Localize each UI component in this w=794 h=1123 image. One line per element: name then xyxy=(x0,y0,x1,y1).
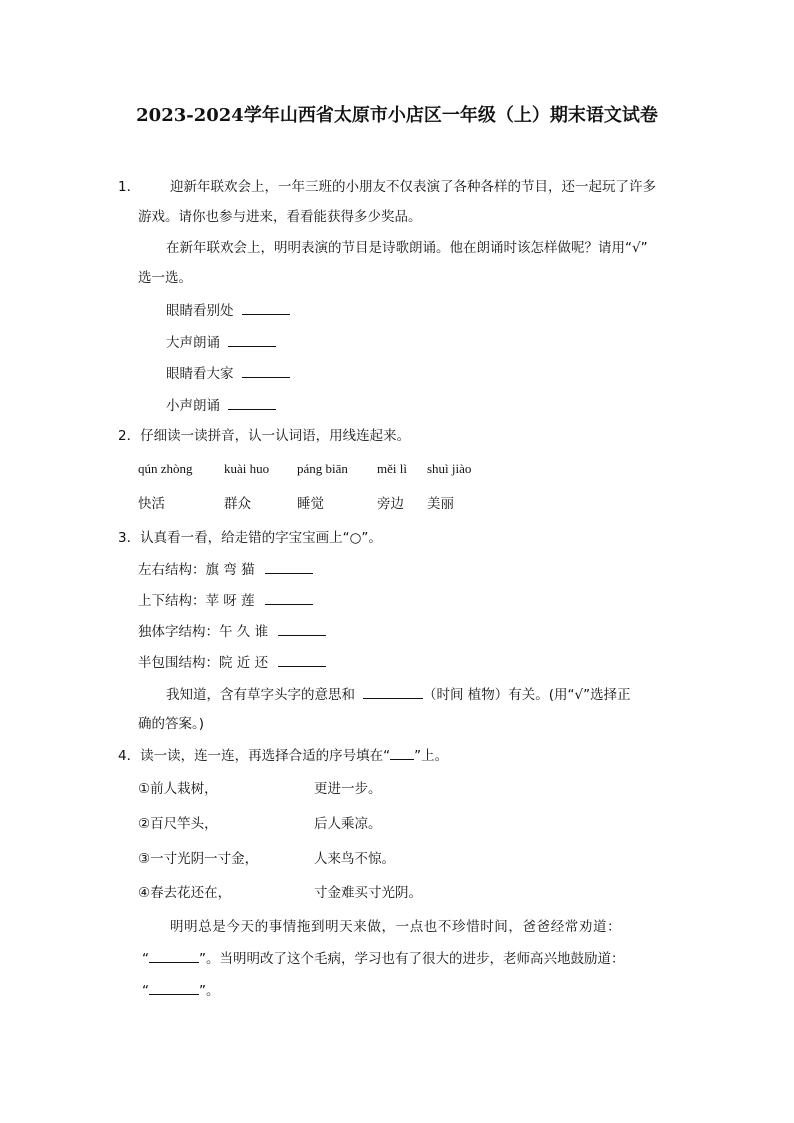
pinyin-item: shuì jiào xyxy=(427,461,472,476)
answer-blank[interactable] xyxy=(278,621,326,636)
q2-stem: 2．仔细读一读拼音，认一认词语，用线连起来。 xyxy=(118,428,411,444)
proverb-left: ④春去花还在， xyxy=(138,885,232,901)
word-item: 旁边 xyxy=(377,496,404,512)
answer-blank[interactable] xyxy=(265,590,313,605)
structure-row: 左右结构：旗 弯 猫 xyxy=(138,559,313,580)
proverb-left: ②百尺竿头， xyxy=(138,816,218,832)
answer-blank[interactable] xyxy=(363,684,423,699)
q3-note-line2: 确的答案。) xyxy=(138,716,205,732)
proverb-right: 后人乘凉。 xyxy=(314,816,382,832)
answer-blank[interactable] xyxy=(228,395,276,410)
q1-text-line4: 选一选。 xyxy=(138,270,192,286)
answer-blank[interactable] xyxy=(149,980,199,995)
proverb-left: ①前人栽树， xyxy=(138,781,218,797)
q1-number: 1． xyxy=(118,179,141,195)
pinyin-item: kuài huo xyxy=(224,461,270,476)
q1-option: 小声朗诵 xyxy=(166,395,276,416)
page-title: 2023-2024学年山西省太原市小店区一年级（上）期末语文试卷 xyxy=(136,105,658,126)
q4-paragraph-line1: 明明总是今天的事情拖到明天来做，一点也不珍惜时间，爸爸经常劝道： xyxy=(170,919,622,935)
q4-paragraph-line3: “ ”。 xyxy=(142,980,220,1001)
answer-blank[interactable] xyxy=(278,652,326,667)
structure-row: 独体字结构：午 久 谁 xyxy=(138,621,326,642)
structure-row: 半包围结构：院 近 还 xyxy=(138,652,326,673)
pinyin-item: qún zhòng xyxy=(138,461,193,476)
answer-blank[interactable] xyxy=(228,332,276,347)
proverb-right: 人来鸟不惊。 xyxy=(314,851,395,867)
proverb-right: 更进一步。 xyxy=(314,781,382,797)
q1-option: 大声朗诵 xyxy=(166,332,276,353)
q3-stem: 3．认真看一看，给走错的字宝宝画上“○”。 xyxy=(118,530,382,546)
proverb-left: ③一寸光阴一寸金， xyxy=(138,851,259,867)
word-item: 快活 xyxy=(138,496,165,512)
q1-text-line2: 游戏。请你也参与进来，看看能获得多少奖品。 xyxy=(138,209,422,225)
q1-text-line1: 迎新年联欢会上，一年三班的小朋友不仅表演了各种各样的节目，还一起玩了许多 xyxy=(170,179,656,195)
q1-text-line3: 在新年联欢会上，明明表演的节目是诗歌朗诵。他在朗诵时该怎样做呢？请用“√” xyxy=(166,240,648,256)
answer-blank-sample xyxy=(390,745,414,760)
word-item: 睡觉 xyxy=(297,496,324,512)
q3-note-line1: 我知道，含有草字头字的意思和 （时间 植物）有关。(用“√”选择正 xyxy=(166,684,631,705)
word-item: 美丽 xyxy=(427,496,454,512)
q1-option: 眼睛看别处 xyxy=(166,300,290,321)
pinyin-item: měi lì xyxy=(377,461,407,476)
pinyin-item: páng biān xyxy=(297,461,348,476)
proverb-right: 寸金难买寸光阴。 xyxy=(314,885,422,901)
answer-blank[interactable] xyxy=(149,948,199,963)
answer-blank[interactable] xyxy=(242,300,290,315)
answer-blank[interactable] xyxy=(242,363,290,378)
word-item: 群众 xyxy=(224,496,251,512)
answer-blank[interactable] xyxy=(265,559,313,574)
q4-paragraph-line2: “ ”。当明明改了这个毛病，学习也有了很大的进步，老师高兴地鼓励道： xyxy=(142,948,625,969)
q1-option: 眼睛看大家 xyxy=(166,363,290,384)
structure-row: 上下结构：苹 呀 莲 xyxy=(138,590,313,611)
q4-stem: 4．读一读，连一连，再选择合适的序号填在“ ”上。 xyxy=(118,745,448,766)
